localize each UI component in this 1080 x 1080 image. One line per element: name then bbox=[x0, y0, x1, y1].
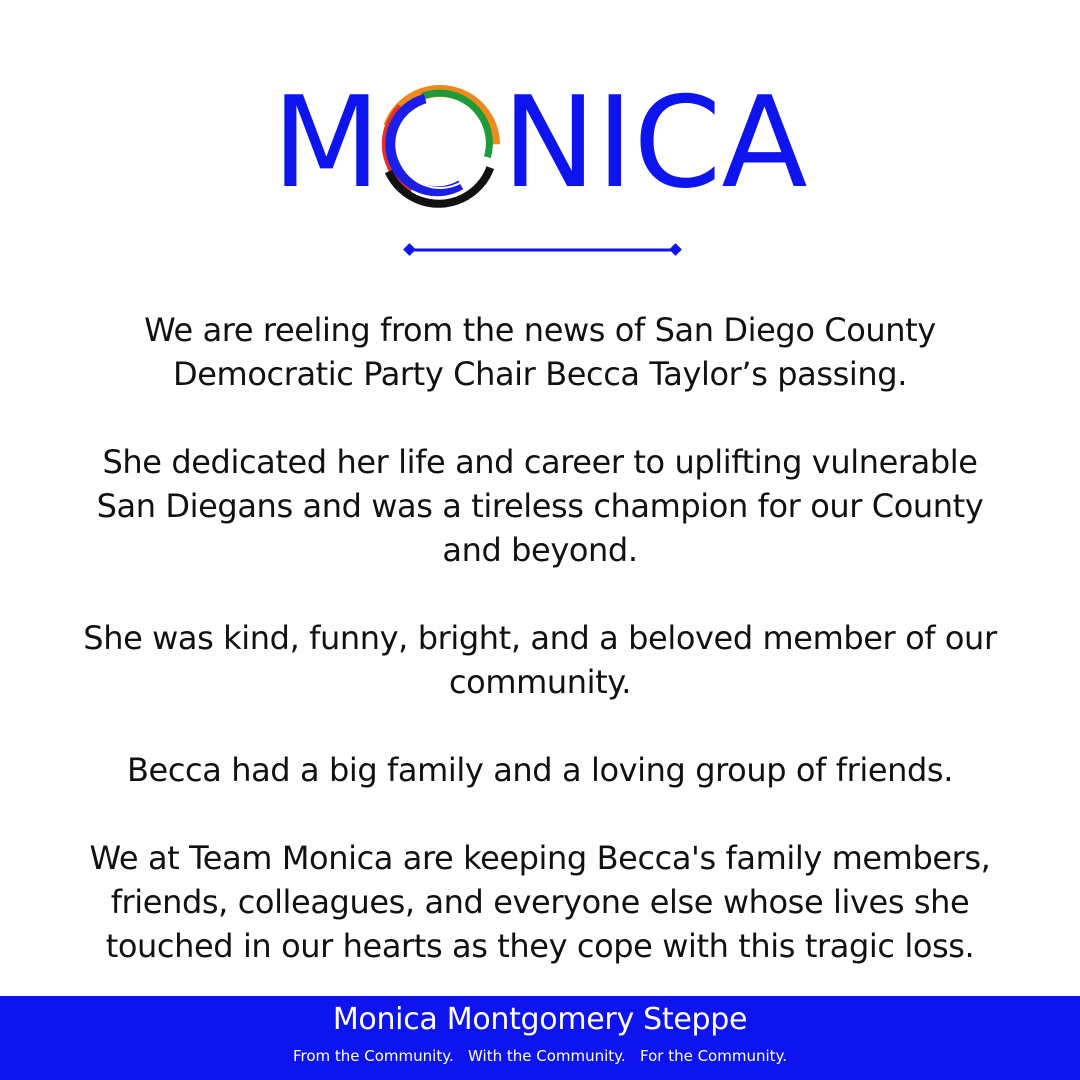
paragraph-line: community. bbox=[448, 663, 632, 701]
footer-tagline: From the Community. With the Community. For the Community. bbox=[292, 1047, 788, 1065]
paragraph-line: friends, colleagues, and everyone else whose lives she bbox=[110, 883, 970, 921]
paragraph-line: We at Team Monica are keeping Becca's family members, bbox=[89, 839, 991, 877]
paragraph-line: touched in our hearts as they cope with this tragic loss. bbox=[105, 927, 975, 965]
statement-body bbox=[40, 308, 1040, 1012]
footer-banner bbox=[0, 996, 1080, 1080]
paragraph-family bbox=[40, 748, 1040, 792]
decorative-divider bbox=[400, 240, 685, 260]
logo-letters-nica: NICA bbox=[502, 70, 808, 216]
paragraph-line: Democratic Party Chair Becca Taylor’s passing. bbox=[173, 355, 907, 393]
monica-logo bbox=[0, 70, 1080, 220]
paragraph-condolences bbox=[40, 836, 1040, 968]
paragraph-character bbox=[40, 616, 1040, 704]
logo-ring-o-icon bbox=[367, 73, 509, 219]
monica-logo-mark bbox=[270, 70, 810, 220]
paragraph-line: Becca had a big family and a loving group of friends. bbox=[127, 751, 953, 789]
logo-letter-m: M bbox=[272, 70, 381, 216]
paragraph-news bbox=[40, 308, 1040, 396]
paragraph-line: and beyond. bbox=[442, 531, 638, 569]
footer-candidate-name: Monica Montgomery Steppe bbox=[332, 1002, 748, 1037]
paragraph-line: San Diegans and was a tireless champion for our County bbox=[96, 487, 984, 525]
paragraph-line: She dedicated her life and career to uplifting vulnerable bbox=[102, 443, 978, 481]
paragraph-dedication bbox=[40, 440, 1040, 572]
paragraph-line: We are reeling from the news of San Diego County bbox=[144, 311, 936, 349]
paragraph-line: She was kind, funny, bright, and a beloved member of our bbox=[83, 619, 997, 657]
